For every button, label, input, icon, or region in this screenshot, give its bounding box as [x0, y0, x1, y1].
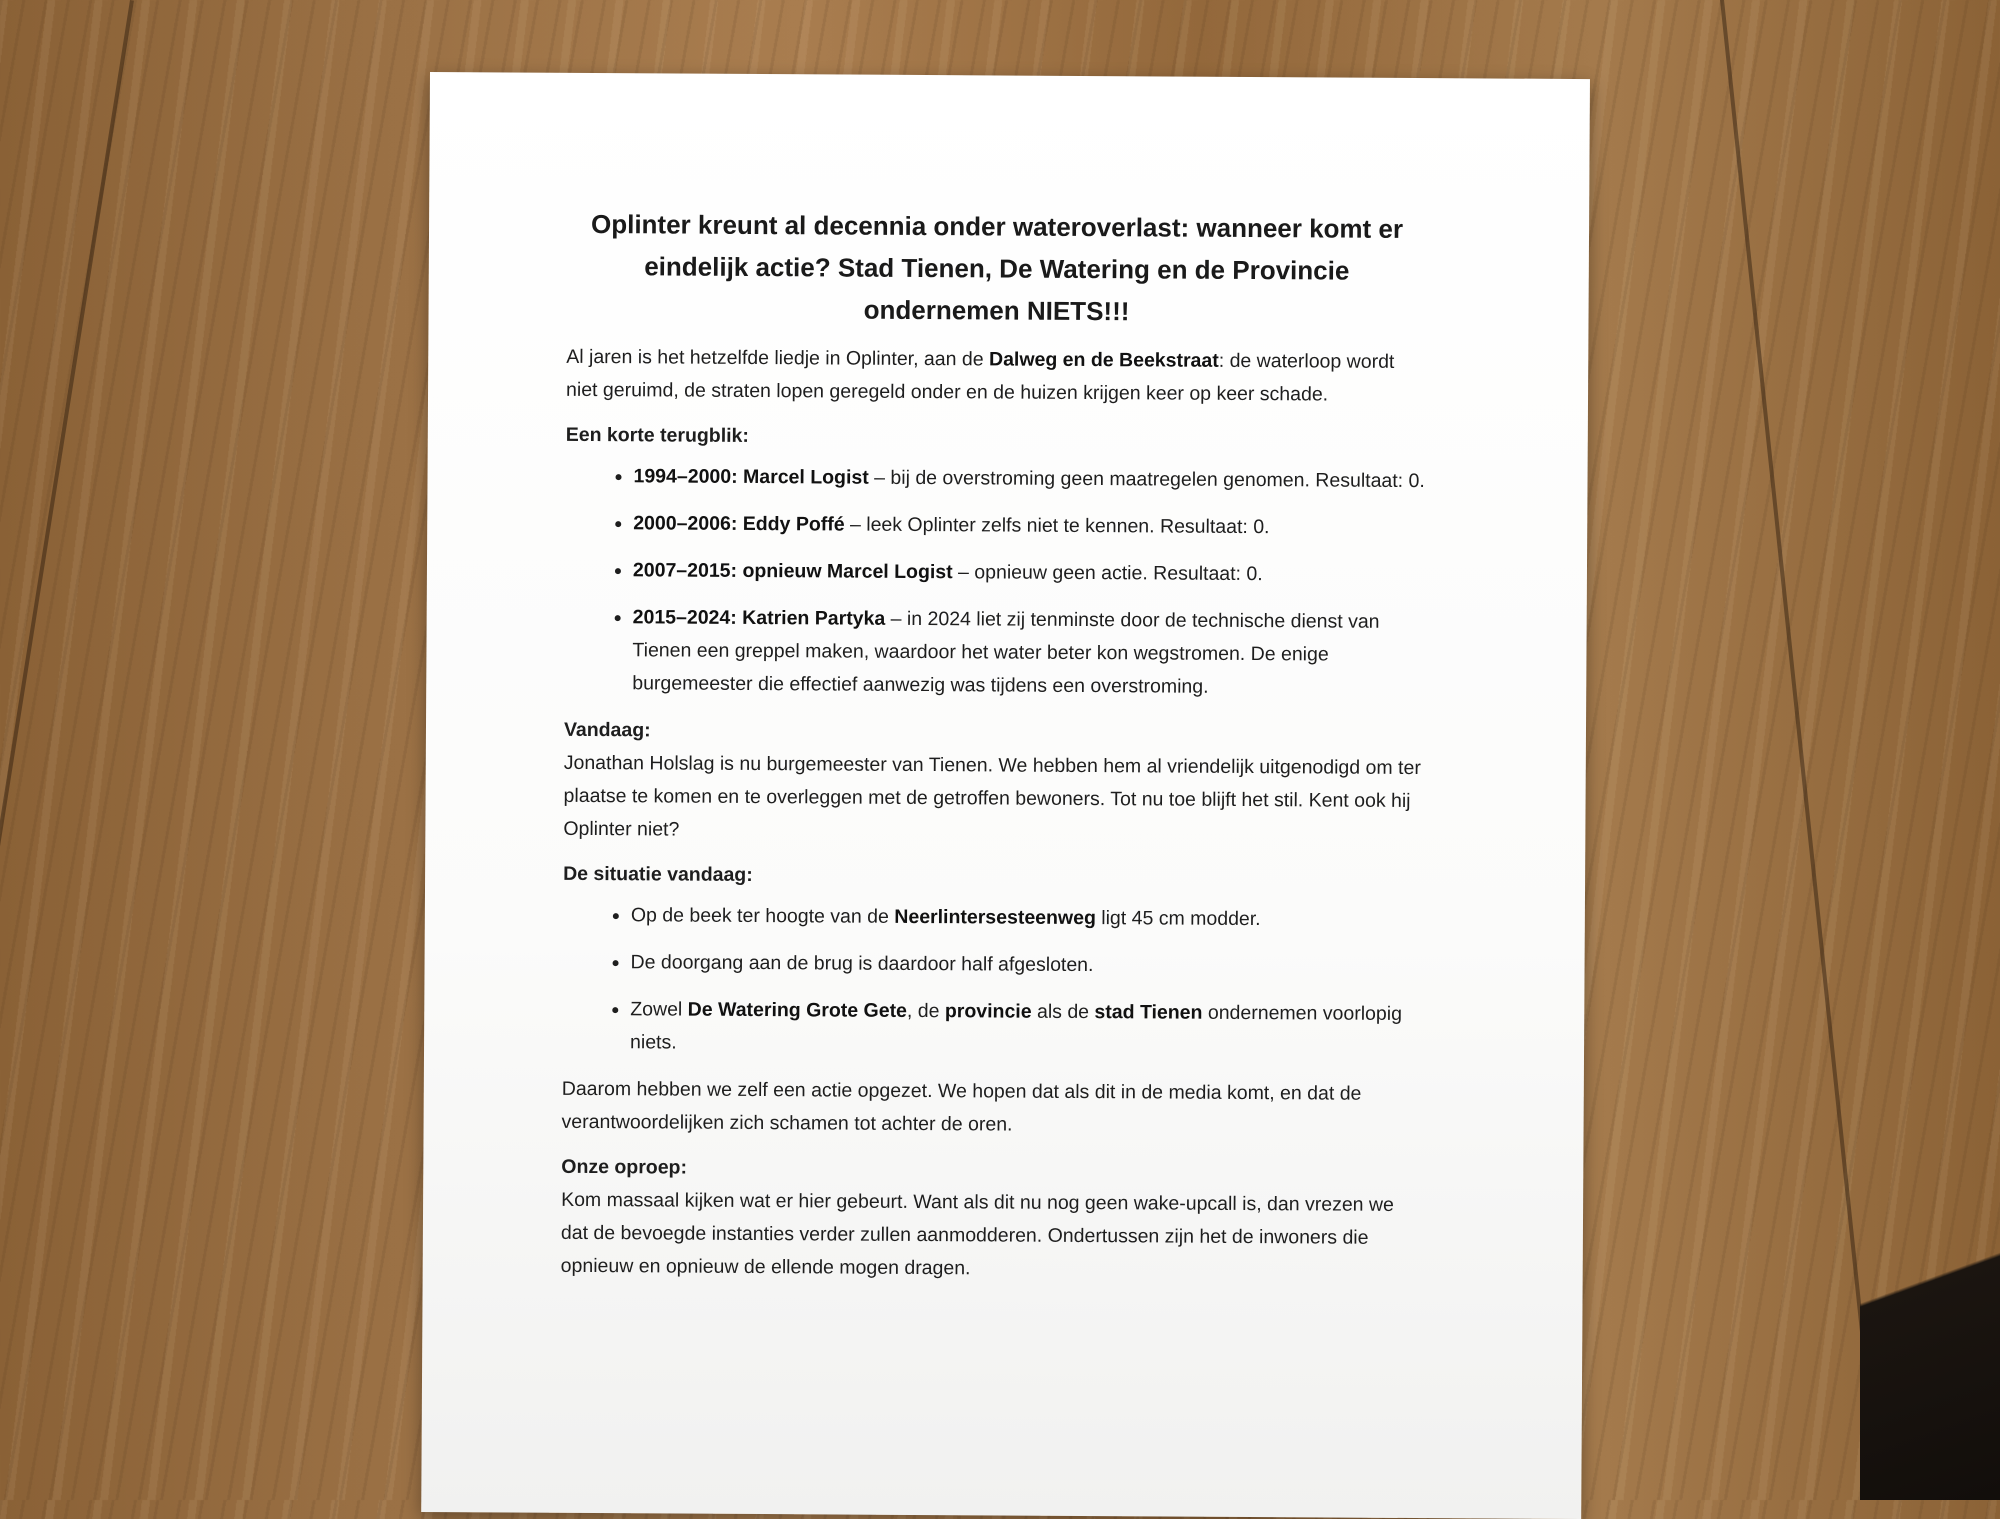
intro-paragraph [566, 341, 1426, 412]
history-item-period: 2007–2015: opnieuw Marcel Logist [632, 559, 953, 584]
situation-text: ligt 45 cm modder. [1095, 907, 1261, 931]
intro-text: Al jaren is het hetzelfde liedje in Oplinter, aan de [566, 345, 990, 371]
flyer-title: Oplinter kreunt al decennia onder wateroverlast: wanneer komt er eindelijk actie? Stad Tienen, De Watering en de Provincie ondernemen NIETS!!! [590, 208, 1404, 327]
history-item-period: 2000–2006: Eddy Poffé [633, 512, 845, 536]
history-item-period: 1994–2000: Marcel Logist [633, 465, 869, 489]
situation-org: stad Tienen [1094, 1001, 1203, 1024]
history-item-text: – leek Oplinter zelfs niet te kennen. Resultaat: 0. [844, 513, 1270, 539]
history-heading: Een korte terugblik: [565, 423, 749, 447]
history-list [564, 460, 1425, 705]
shadow-corner [1860, 1170, 2000, 1500]
today-heading: Vandaag: [563, 718, 651, 742]
call-heading: Onze oproep: [561, 1155, 688, 1179]
history-item [633, 460, 1425, 498]
history-item [633, 507, 1425, 545]
situation-heading: De situatie vandaag: [563, 862, 753, 886]
situation-text: Op de beek ter hoogte van de [630, 904, 895, 928]
history-item-period: 2015–2024: Katrien Partyka [632, 606, 886, 630]
situation-org: provincie [944, 1000, 1032, 1023]
action-paragraph: Daarom hebben we zelf een actie opgezet. We hopen dat als dit in de media komt, en dat de verantwoordelijken zich schamen tot achter de oren. [561, 1077, 1362, 1136]
situation-org: De Watering Grote Gete [687, 998, 908, 1022]
situation-road: Neerlintersesteenweg [894, 905, 1096, 930]
situation-list [562, 899, 1423, 1064]
call-paragraph: Kom massaal kijken wat er hier gebeurt. Want als dit nu nog geen wake-upcall is, dan vrezen we dat de bevoegde instanties verder zullen aanmodderen. Ondertussen zijn het de inwoners die opnieuw en opnieuw de ellende mogen dragen. [560, 1188, 1394, 1280]
history-item [633, 554, 1425, 592]
history-item [632, 601, 1425, 705]
situation-text: , de [906, 999, 945, 1023]
situation-item [631, 899, 1423, 937]
history-item-text: – bij de overstroming geen maatregelen genomen. Resultaat: 0. [868, 466, 1425, 493]
printed-flyer [421, 72, 1590, 1519]
situation-text: als de [1031, 1000, 1095, 1024]
situation-text: Zowel [630, 998, 688, 1021]
plank-seam [1720, 0, 1881, 1492]
flyer-content [561, 203, 1428, 1300]
history-item-text: – in 2024 liet zij tenminste door de technische dienst van Tienen een greppel maken, waardoor het water beter kon wegstromen. De enige burgemeester die effectief aanwezig was tijdens een overstroming. [632, 607, 1380, 698]
situation-item: • De doorgang aan de brug is daardoor half afgesloten. [630, 946, 1422, 984]
plank-seam [0, 0, 134, 1482]
intro-streets: Dalweg en de Beekstraat [988, 348, 1219, 372]
history-item-text: – opnieuw geen actie. Resultaat: 0. [952, 561, 1263, 586]
intro-text-end: : de waterloop wordt niet geruimd, de straten lopen geregeld onder en de huizen krijgen keer op keer schade. [565, 349, 1395, 406]
situation-text: ondernemen voorlopig niets. [630, 1001, 1403, 1054]
situation-item [630, 993, 1422, 1064]
today-paragraph: Jonathan Holslag is nu burgemeester van Tienen. We hebben hem al vriendelijk uitgenodigd om ter plaatse te komen en te overleggen met de getroffen bewoners. Tot nu toe blijft het stil. Kent ook hij Oplinter niet? [563, 751, 1421, 841]
